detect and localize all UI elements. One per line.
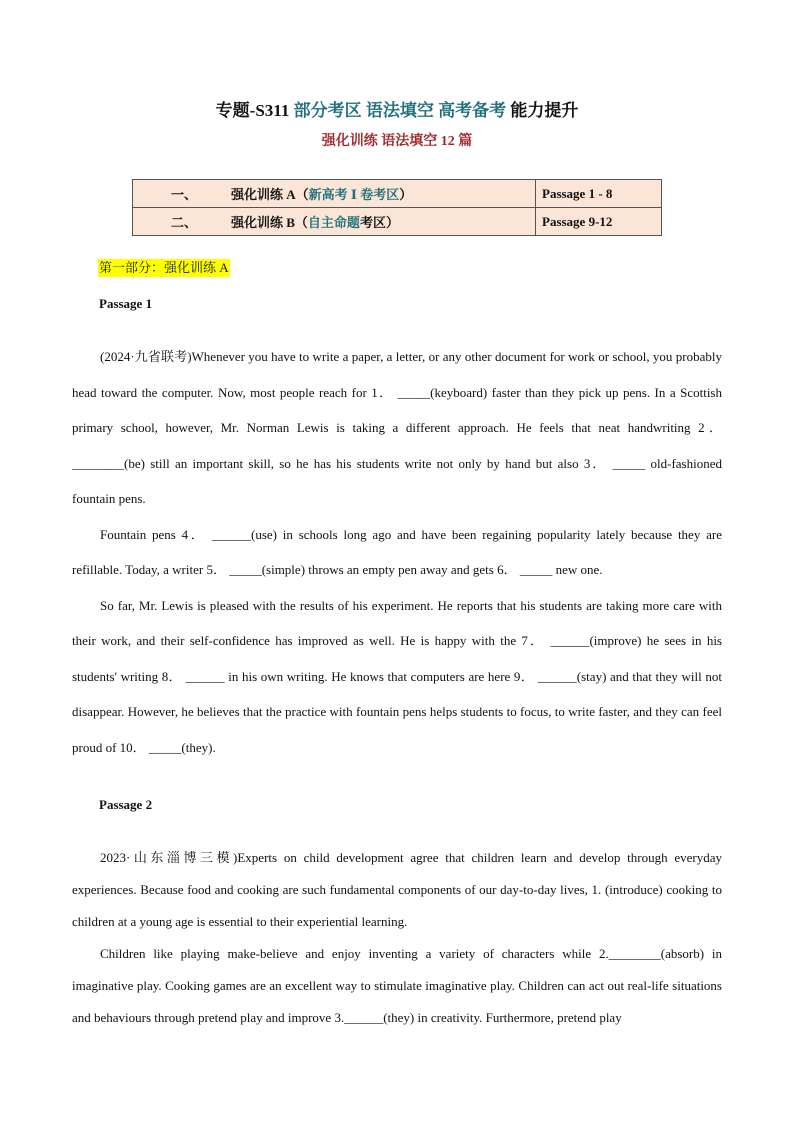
toc-label-cell xyxy=(133,180,536,208)
toc-range-cell: Passage 9-12 xyxy=(536,208,662,236)
toc-label-pre: 强化训练 B（ xyxy=(231,215,308,230)
passage-body xyxy=(72,842,722,1034)
paragraph: Fountain pens 4． ______(use) in schools long ago and have been regaining popularity lately because they are refillable. Today, a writer 5． _____(simple) throws an empty pen away and gets 6． _____ new one. xyxy=(72,526,722,577)
toc-label-post: 考区） xyxy=(359,215,399,230)
passage-body xyxy=(72,339,722,765)
toc-table xyxy=(132,179,662,236)
title-highlight: 部分考区 语法填空 高考备考 xyxy=(293,101,507,120)
toc-range-cell: Passage 1 - 8 xyxy=(536,180,662,208)
toc-row xyxy=(133,208,662,236)
passage-heading: Passage 1 xyxy=(99,296,153,311)
toc-label-pre: 强化训练 A（ xyxy=(231,187,309,202)
page-subtitle: 强化训练 语法填空 12 篇 xyxy=(321,134,473,149)
paragraph: Children like playing make-believe and enjoy inventing a variety of characters while 2.________(absorb) in imaginative play. Cooking games are an excellent way to stimulate imaginative play. Children can act out real-life situations and behaviours through pretend play and improve 3.______(they) in creativity. Furthermore, pretend play xyxy=(72,946,722,1025)
paragraph: (2024·九省联考)Whenever you have to write a paper, a letter, or any other document for work or school, you probably head toward the computer. Now, most people reach for 1． _____(keyboard) faster than they pick up pens. In a Scottish primary school, however, Mr. Norman Lewis is taking a different approach. He feels that neat handwriting 2． ________(be) still an important skill, so he has his students write not only by hand but also 3． _____ old-fashioned fountain pens. xyxy=(72,349,722,506)
paragraph: So far, Mr. Lewis is pleased with the results of his experiment. He reports that his students are taking more care with their work, and their self-confidence has improved as well. He is happy with the 7． ______(improve) he sees in his students' writing 8． ______ in his own writing. He knows that computers are here 9． ______(stay) and that they will not disappear. However, he believes that the practice with fountain pens helps students to focus, to write faster, and they can feel proud of 10． _____(they). xyxy=(72,597,722,755)
toc-label-cell xyxy=(133,208,536,236)
toc-label-post: ） xyxy=(399,187,413,202)
title-prefix: 专题-S311 xyxy=(215,101,294,120)
toc-label-teal: 自主命题 xyxy=(307,215,360,230)
passage-heading: Passage 2 xyxy=(99,797,153,812)
toc-row xyxy=(133,180,662,208)
toc-num: 一、 xyxy=(170,187,197,202)
toc-num: 二、 xyxy=(170,215,197,230)
paragraph: 2023·山东淄博三模)Experts on child development agree that children learn and develop through everyday experiences. Because food and cooking are such fundamental components of our day-to-day lives, 1. (introduce) cooking to children at a young age is essential to their experiential learning. xyxy=(72,850,722,929)
page-title xyxy=(0,100,794,122)
title-suffix: 能力提升 xyxy=(506,101,579,120)
section-label: 第一部分：强化训练 A xyxy=(99,260,229,275)
toc-label-teal: 新高考 Ⅰ 卷考区 xyxy=(308,187,400,202)
